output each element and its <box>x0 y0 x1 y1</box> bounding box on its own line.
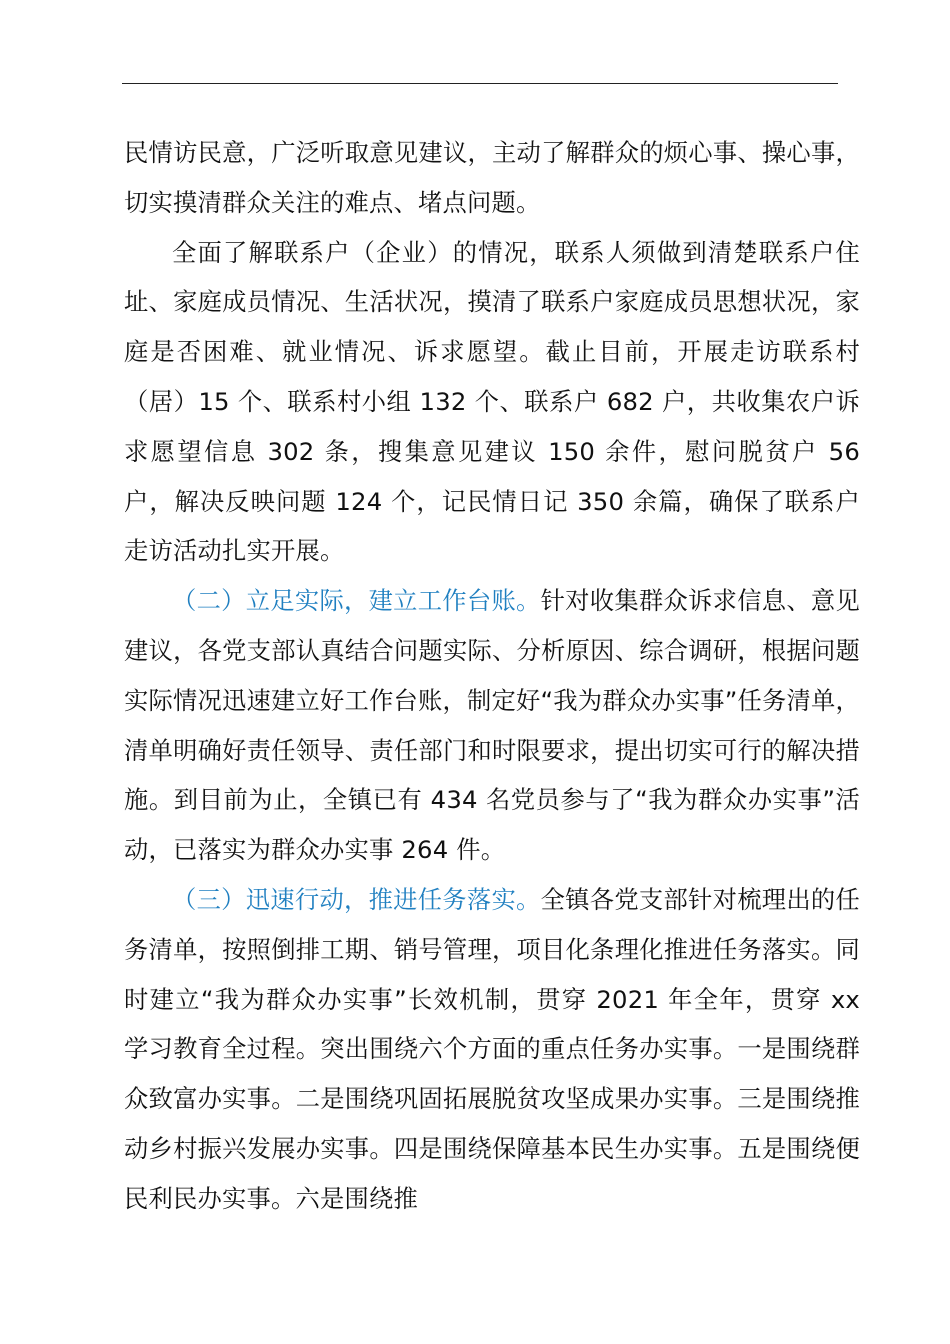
document-body <box>124 128 860 1224</box>
section-heading: （二）立足实际，建立工作台账。 <box>172 586 541 616</box>
paragraph-text: 针对收集群众诉求信息、意见建议，各党支部认真结合问题实际、分析原因、综合调研，根据问题实际情况迅速建立好工作台账，制定好“我为群众办实事”任务清单，清单明确好责任领导、责任部门和时限要求，提出切实可行的解决措施。到目前为止，全镇已有 434 名党员参与了“我为群众办实事”活动，已落实为群众办实事 264 件。 <box>124 586 860 865</box>
paragraph-visit-summary <box>124 228 860 577</box>
paragraph-text: 全面了解联系户（企业）的情况，联系人须做到清楚联系户住址、家庭成员情况、生活状况，摸清了联系户家庭成员思想状况，家庭是否困难、就业情况、诉求愿望。截止目前，开展走访联系村（居）15 个、联系村小组 132 个、联系户 682 户，共收集农户诉求愿望信息 302 条，搜集意见建议 150 余件，慰问脱贫户 56 户，解决反映问题 124 个，记民情日记 350 余篇，确保了联系户走访活动扎实开展。 <box>124 237 860 566</box>
paragraph-section-two <box>124 576 860 875</box>
header-rule <box>122 83 838 84</box>
paragraph-text: 民情访民意，广泛听取意见建议，主动了解群众的烦心事、操心事，切实摸清群众关注的难点、堵点问题。 <box>124 138 860 217</box>
section-heading: （三）迅速行动，推进任务落实。 <box>172 884 541 914</box>
paragraph-text: 全镇各党支部针对梳理出的任务清单，按照倒排工期、销号管理，项目化条理化推进任务落实。同时建立“我为群众办实事”长效机制，贯穿 2021 年全年，贯穿 xx 学习教育全过程。突出围绕六个方面的重点任务办实事。一是围绕群众致富办实事。二是围绕巩固拓展脱贫攻坚成果办实事。三是围绕推动乡村振兴发展办实事。四是围绕保障基本民生办实事。五是围绕便民利民办实事。六是围绕推 <box>124 884 860 1213</box>
paragraph-section-three <box>124 875 860 1224</box>
paragraph-continuation <box>124 128 860 228</box>
